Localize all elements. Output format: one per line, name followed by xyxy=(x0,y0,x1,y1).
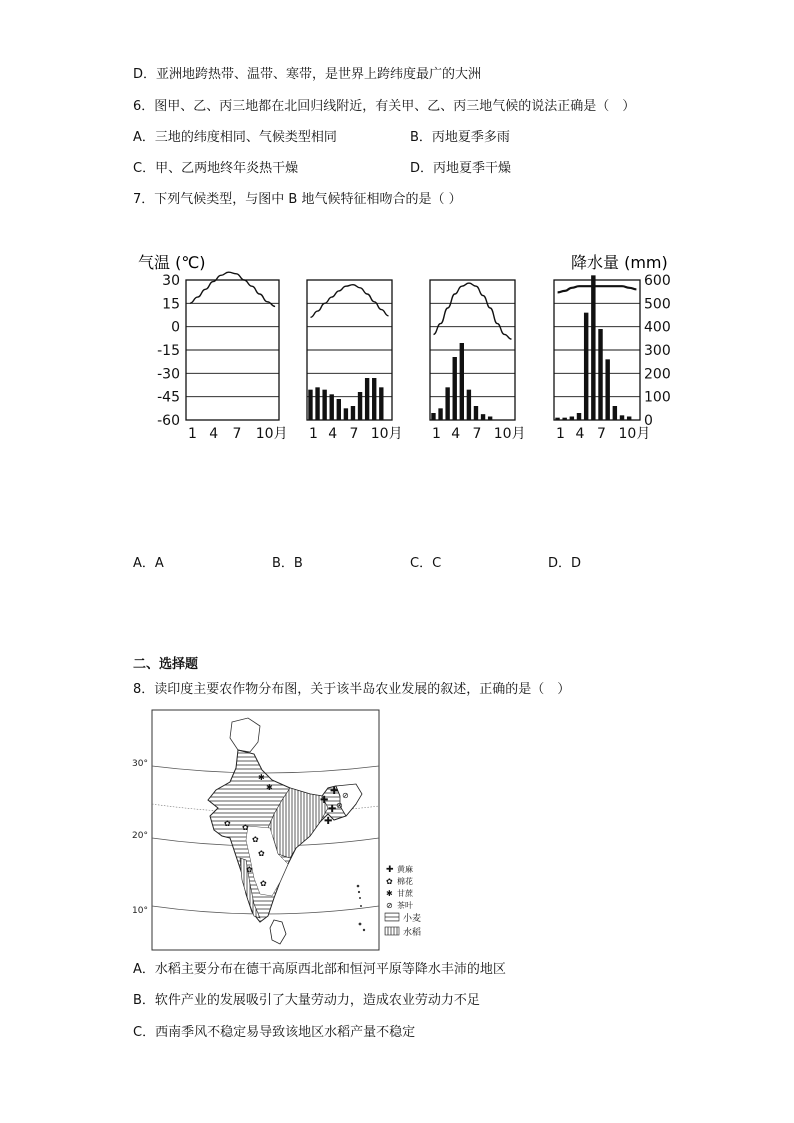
q6-option-a: A．三地的纬度相同、气候类型相同 xyxy=(133,130,337,145)
temp-y-tick: -15 xyxy=(157,343,180,359)
chart-2-precip-bar xyxy=(322,390,326,420)
cotton-symbol: ✿ xyxy=(258,849,265,858)
chart-3-precip-bar xyxy=(445,387,449,420)
chart-4-month-tick: 1 xyxy=(556,426,565,442)
map-legend xyxy=(385,864,421,938)
chart-2-precip-bar xyxy=(365,378,369,420)
chart-2-month-tick: 4 xyxy=(328,426,338,442)
section-title: 二、选择题 xyxy=(133,657,199,672)
q8-stem: 8．读印度主要农作物分布图，关于该半岛农业发展的叙述，正确的是（ ） xyxy=(133,682,571,697)
chart-4-precip-bar xyxy=(570,417,574,421)
lat-label-30: 30° xyxy=(132,759,148,769)
india-crop-map xyxy=(132,708,440,953)
temp-y-tick: -45 xyxy=(157,389,180,406)
jute-symbol: ✚ xyxy=(320,795,329,806)
legend-wheat-swatch xyxy=(385,913,399,921)
tea-symbol: ⊘ xyxy=(342,791,349,800)
jute-symbol: ✚ xyxy=(324,816,333,827)
chart-2-precip-bar xyxy=(315,387,319,420)
q8-option-b: B．软件产业的发展吸引了大量劳动力，造成农业劳动力不足 xyxy=(133,993,480,1008)
legend-rice-label: 水稻 xyxy=(403,928,422,938)
legend-wheat-label: 小麦 xyxy=(403,914,422,924)
q7-option-c: C．C xyxy=(410,556,442,571)
chart-3-precip-bar xyxy=(474,406,478,420)
q6-option-b: B．丙地夏季多雨 xyxy=(410,130,510,145)
temp-y-tick: 0 xyxy=(171,319,180,336)
q7-stem: 7．下列气候类型，与图中 B 地气候特征相吻合的是（ ） xyxy=(133,192,462,207)
chart-2-month-tick: 7 xyxy=(349,426,359,442)
sugarcane-symbol: ✱ xyxy=(266,783,273,792)
chart-1-month-tick: 1 xyxy=(188,426,197,442)
cotton-symbol: ✿ xyxy=(260,879,267,888)
chart-2-precip-bar xyxy=(337,399,341,420)
legend-cotton-icon: ✿ xyxy=(386,877,393,886)
chart-2-precip-bar xyxy=(330,394,334,420)
cotton-symbol: ✿ xyxy=(224,819,231,828)
chart-4-month-tick: 7 xyxy=(597,426,606,442)
q6-option-c: C．甲、乙两地终年炎热干燥 xyxy=(133,161,299,176)
chart-3-precip-bar xyxy=(438,408,442,420)
chart-4-precip-bar xyxy=(562,418,566,420)
precip-y-tick: 400 xyxy=(644,319,671,336)
chart-3-precip-bar xyxy=(467,390,471,420)
chart-4-precip-bar xyxy=(584,313,588,420)
chart-2-month-tick: 10月 xyxy=(370,426,403,442)
q7-option-a: A．A xyxy=(133,556,164,571)
legend-jute-label: 黄麻 xyxy=(397,865,413,874)
legend-tea-icon: ⊘ xyxy=(386,901,393,910)
temp-y-tick: 15 xyxy=(162,296,180,313)
chart-1-month-tick: 10月 xyxy=(255,426,288,442)
tea-symbol: ⊘ xyxy=(336,801,343,810)
chart-3-month-tick: 1 xyxy=(432,426,441,442)
cotton-symbol: ✿ xyxy=(252,835,259,844)
lat-label-10: 10° xyxy=(132,906,148,916)
q6-option-d: D．丙地夏季干燥 xyxy=(410,161,512,176)
chart-2-precip-bar xyxy=(372,378,376,420)
chart-4-precip-bar xyxy=(591,275,595,420)
legend-sugarcane-label: 甘蔗 xyxy=(397,889,413,898)
legend-tea-label: 茶叶 xyxy=(397,901,413,910)
temp-y-tick: -30 xyxy=(157,366,180,383)
jute-symbol: ✚ xyxy=(330,786,339,797)
legend-jute-icon: ✚ xyxy=(386,865,394,875)
chart-4-precip-bar xyxy=(627,417,631,421)
chart-2-precip-bar xyxy=(379,387,383,420)
jute-symbol: ✚ xyxy=(328,804,337,815)
chart-2-precip-bar xyxy=(351,406,355,420)
legend-sugarcane-icon: ✱ xyxy=(386,889,393,898)
sugarcane-symbol: ✱ xyxy=(258,773,265,782)
q8-option-c: C．西南季风不稳定易导致该地区水稻产量不稳定 xyxy=(133,1025,416,1040)
chart-2-month-tick: 1 xyxy=(309,426,318,442)
cotton-symbol: ✿ xyxy=(246,865,253,874)
chart-4-precip-bar xyxy=(605,359,609,420)
precip-y-tick: 0 xyxy=(644,413,653,429)
chart-1-month-tick: 7 xyxy=(232,426,242,442)
chart-2-precip-bar xyxy=(358,392,362,420)
q6-stem: 6．图甲、乙、丙三地都在北回归线附近，有关甲、乙、丙三地气候的说法正确是（ ） xyxy=(133,99,636,114)
chart-3-precip-bar xyxy=(453,357,457,420)
precip-axis-title: 降水量 (mm) xyxy=(571,253,668,272)
temp-y-tick: -60 xyxy=(157,413,180,429)
q7-option-d: D．D xyxy=(548,556,582,571)
chart-3-month-tick: 7 xyxy=(472,426,482,442)
chart-3-precip-bar xyxy=(481,414,485,420)
chart-4-precip-bar xyxy=(620,415,624,420)
q8-option-a: A．水稻主要分布在德干高原西北部和恒河平原等降水丰沛的地区 xyxy=(133,962,506,977)
lat-label-20: 20° xyxy=(132,831,148,841)
cotton-symbol: ✿ xyxy=(242,823,249,832)
chart-3-month-tick: 10月 xyxy=(493,426,526,442)
chart-3-precip-bar xyxy=(460,343,464,420)
chart-1-month-tick: 4 xyxy=(209,426,219,442)
chart-2-precip-bar xyxy=(308,390,312,420)
legend-rice-swatch xyxy=(385,927,399,935)
chart-4-precip-bar xyxy=(577,413,581,420)
precip-y-tick: 200 xyxy=(644,366,671,383)
chart-4-precip-bar xyxy=(613,406,617,420)
chart-4-month-tick: 4 xyxy=(575,426,585,442)
climate-charts-figure xyxy=(0,240,794,450)
q5-option-d: D．亚洲地跨热带、温带、寒带，是世界上跨纬度最广的大洲 xyxy=(133,67,482,82)
chart-2-precip-bar xyxy=(344,408,348,420)
temp-axis-title: 气温 (℃) xyxy=(138,253,206,272)
q7-option-b: B．B xyxy=(272,556,303,571)
chart-3-precip-bar xyxy=(488,417,492,421)
chart-4-precip-bar xyxy=(598,329,602,420)
chart-4-month-tick: 10月 xyxy=(618,426,651,442)
precip-y-tick: 300 xyxy=(644,343,671,359)
temp-y-tick: 30 xyxy=(162,273,180,289)
precip-y-tick: 100 xyxy=(644,389,671,406)
chart-3-precip-bar xyxy=(431,413,435,420)
precip-y-tick: 500 xyxy=(644,296,671,313)
precip-y-tick: 600 xyxy=(644,273,671,289)
chart-4-precip-bar xyxy=(555,418,559,420)
chart-3-month-tick: 4 xyxy=(451,426,461,442)
legend-cotton-label: 棉花 xyxy=(397,877,413,886)
